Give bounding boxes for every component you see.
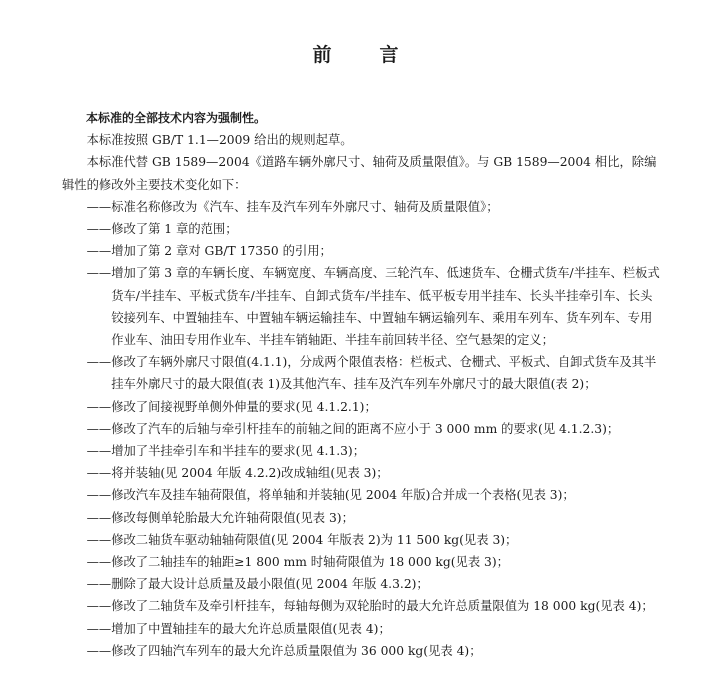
- drafting-rule-statement: 本标准按照 GB/T 1.1—2009 给出的规则起草。: [86, 133, 353, 148]
- change-item: ——增加了第 2 章对 GB/T 17350 的引用；: [86, 244, 332, 259]
- page-title: [0, 40, 711, 67]
- change-item: ——修改了汽车的后轴与牵引杆挂车的前轴之间的距离不应小于 3 000 mm 的要求(见 4.1.2.3)；: [86, 421, 620, 436]
- change-item: ——修改了二轴挂车的轴距≥1 800 mm 时轴荷限值为 18 000 kg(见表 3)；: [86, 555, 509, 570]
- change-item: ——增加了第 3 章的车辆长度、车辆宽度、车辆高度、三轮汽车、低速货车、仓栅式货车/半挂车、栏板式货车/半挂车、平板式货车/半挂车、自卸式货车/半挂车、低平板专用半挂车、长头半挂牵引车、长头铰接列车、中置轴挂车、中置轴车辆运输挂车、中置轴车辆运输列车、乘用车列车、货车列车、专用作业车、油田专用作业车、半挂车销轴距、半挂车前回转半径、空气悬架的定义；: [86, 266, 660, 348]
- change-item: ——修改了第 1 章的范围；: [86, 222, 238, 237]
- document-body: [62, 107, 662, 662]
- page-title-left: 前: [312, 44, 332, 66]
- change-item: ——修改了间接视野单侧外伸量的要求(见 4.1.2.1)；: [86, 399, 377, 414]
- change-item: ——标准名称修改为《汽车、挂车及汽车列车外廓尺寸、轴荷及质量限值》；: [86, 199, 499, 214]
- change-item: ——将并装轴(见 2004 年版 4.2.2)改成轴组(见表 3)；: [86, 466, 389, 481]
- change-item: ——修改了四轴汽车列车的最大允许总质量限值为 36 000 kg(见表 4)；: [86, 643, 482, 658]
- change-item: ——修改了车辆外廓尺寸限值(4.1.1)，分成两个限值表格：栏板式、仓栅式、平板式、自卸式货车及其半挂车外廓尺寸的最大限值(表 1)及其他汽车、挂车及汽车列车外廓尺寸的最大限值(表 2)；: [86, 355, 657, 392]
- change-item: ——修改二轴货车驱动轴轴荷限值(见 2004 年版表 2)为 11 500 kg(见表 3)；: [86, 532, 518, 547]
- change-item: ——修改了二轴货车及牵引杆挂车，每轴每侧为双轮胎时的最大允许总质量限值为 18 000 kg(见表 4)；: [86, 599, 654, 614]
- change-item: ——增加了中置轴挂车的最大允许总质量限值(见表 4)；: [86, 621, 391, 636]
- page-title-right: 言: [379, 44, 399, 66]
- mandatory-statement: 本标准的全部技术内容为强制性。: [86, 111, 267, 125]
- change-item: ——修改每侧单轮胎最大允许轴荷限值(见表 3)；: [86, 510, 354, 525]
- change-item: ——修改汽车及挂车轴荷限值，将单轴和并装轴(见 2004 年版)合并成一个表格(见表 3)；: [86, 488, 575, 503]
- change-item: ——增加了半挂牵引车和半挂车的要求(见 4.1.3)；: [86, 444, 366, 459]
- replacement-statement: 本标准代替 GB 1589—2004《道路车辆外廓尺寸、轴荷及质量限值》。与 GB 1589—2004 相比，除编辑性的修改外主要技术变化如下：: [62, 155, 657, 192]
- change-item: ——删除了最大设计总质量及最小限值(见 2004 年版 4.3.2)；: [86, 577, 429, 592]
